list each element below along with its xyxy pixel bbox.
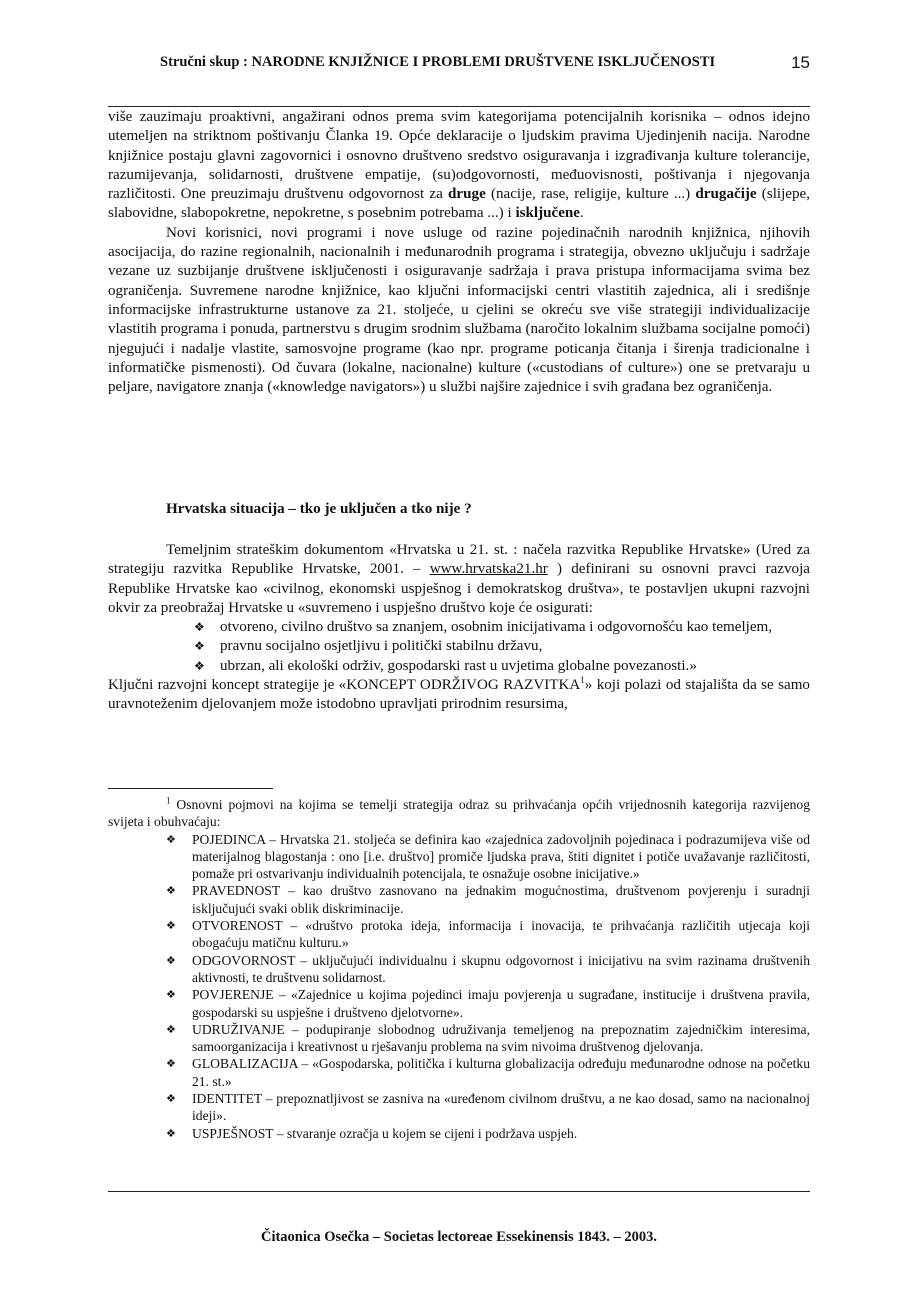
hrvatska21-link[interactable]: www.hrvatska21.hr bbox=[429, 561, 548, 578]
paragraph-2: Novi korisnici, novi programi i nove usluge od razine pojedinačnih narodnih knjižnica, njihovih asocijacija, do razine regionalnih, nacionalnih i međunarodnih programa i strategija, obvezno uključuju i sadržaje vezane uz suzbijanje društvene isključenosti i osiguravanje sadržaja i prava pristupa informacijama svima bez ograničenja. Suvremene narodne knjižnice, kao ključni informacijski centri vlastitih zajednica, ali i središnje informacijske infrastrukturne ustanove za 21. stoljeće, u cjelini se okreću sve više strategiji individualizacije vlastitih programa i ponuda, partnerstvu s drugim srodnim službama (naročito lokalnim službama socijalne pomoći) njegujući i nadalje vlastite, samosvojne programe (kao npr. programe poticanja čitanja i širenja tradicionalne i informatičke pismenosti). Od čuvara (lokalne, nacionalne) kulture («custodians of culture») one se pretvaraju u peljare, navigatore znanja («knowledge navigators») u službi najšire zajednice i svih građana bez ograničenja. bbox=[108, 224, 810, 396]
four-diamond-bullet-icon: ❖ bbox=[166, 1022, 176, 1036]
strategy-goals-list bbox=[108, 618, 810, 676]
footnote bbox=[108, 796, 810, 1142]
four-diamond-bullet-icon: ❖ bbox=[166, 919, 176, 933]
footnote-item-text: PRAVEDNOST – kao društvo zasnovano na jednakim mogućnostima, društvenom povjerenju i suradnji isključujući svaki oblik diskriminacije. bbox=[192, 883, 810, 916]
section-paragraph-1-text-a: Temeljnim strateškim dokumentom «Hrvatska u 21. st. : načela razvitka Republike Hrvatske» (Ured za strategiju razvitka Republike Hrvatske, 2001. – bbox=[108, 542, 810, 578]
four-diamond-bullet-icon: ❖ bbox=[194, 639, 205, 654]
emphasis-drugacije: drugačije bbox=[695, 186, 757, 203]
footnote-list-item bbox=[166, 917, 810, 952]
body-text bbox=[108, 108, 810, 397]
footnote-list-item bbox=[166, 1055, 810, 1090]
footnote-item-text: POVJERENJE – «Zajednice u kojima pojedinci imaju povjerenja u sugrađane, institucije i društvena pravila, gospodarski su uspješne i društveno djelotvorne». bbox=[192, 987, 810, 1020]
footnote-marker: 1 bbox=[166, 795, 171, 806]
list-item bbox=[194, 637, 810, 656]
footnote-item-text: IDENTITET – prepoznatljivost se zasniva na «uređenom civilnom društvu, a ne kao dosad, samo na nacionalnoj ideji». bbox=[192, 1091, 810, 1124]
footnote-reference[interactable]: 1 bbox=[580, 675, 585, 686]
section-body bbox=[108, 541, 810, 715]
four-diamond-bullet-icon: ❖ bbox=[166, 1057, 176, 1071]
footnote-item-text: ODGOVORNOST – uključujući individualnu i skupnu odgovornost i inicijativu na svim razinama društvenih aktivnosti, te društvenu solidarnost. bbox=[192, 952, 810, 985]
footer-rule bbox=[108, 1191, 810, 1192]
footnote-separator bbox=[108, 788, 273, 789]
four-diamond-bullet-icon: ❖ bbox=[166, 832, 176, 846]
list-item bbox=[194, 657, 810, 676]
emphasis-iskljucene: isključene bbox=[515, 205, 581, 222]
list-item-text: ubrzan, ali ekološki održiv, gospodarski rast u uvjetima globalne povezanosti.» bbox=[220, 657, 697, 674]
four-diamond-bullet-icon: ❖ bbox=[194, 658, 205, 673]
section-heading: Hrvatska situacija – tko je uključen a tko nije ? bbox=[166, 501, 472, 517]
footnote-item-text: USPJEŠNOST – stvaranje ozračja u kojem se cijeni i podržava uspjeh. bbox=[192, 1125, 578, 1141]
footnote-intro bbox=[108, 796, 810, 831]
page-number: 15 bbox=[791, 53, 810, 72]
footnote-item-text: POJEDINCA – Hrvatska 21. stoljeća se definira kao «zajednica zadovoljnih pojedinaca i podrazumijeva više od materijalnog blagostanja : ono [i.e. društvo] promiče ljudska prava, štiti dignitet i potiče uvažavanje različitosti, pomaže pri ostvarivanju individualnih potencijala, te osnažuje osobne inicijative.» bbox=[192, 831, 810, 882]
four-diamond-bullet-icon: ❖ bbox=[166, 1092, 176, 1106]
section-paragraph-2-text-a: Ključni razvojni koncept strategije je «KONCEPT ODRŽIVOG RAZVITKA bbox=[108, 677, 581, 694]
four-diamond-bullet-icon: ❖ bbox=[194, 620, 205, 635]
running-footer: Čitaonica Osečka – Societas lectoreae Essekinensis 1843. – 2003. bbox=[260, 1229, 658, 1245]
header-title: Stručni skup : NARODNE KNJIŽNICE I PROBLEMI DRUŠTVENE ISKLJUČENOSTI bbox=[160, 54, 716, 70]
footnote-list bbox=[108, 831, 810, 1142]
four-diamond-bullet-icon: ❖ bbox=[166, 988, 176, 1002]
footnote-item-text: UDRUŽIVANJE – podupiranje slobodnog udruživanja temeljenog na prepoznatim zajedničkim interesima, samoorganizacija i kreativnost u rješavanju problema na svim nivoima društvenog djelovanja. bbox=[192, 1021, 810, 1055]
paragraph-1-text-e: (slijepe, slabovidne, slabopokretne, nepokretne, s posebnim potrebama ...) i bbox=[108, 186, 810, 222]
footnote-list-item bbox=[166, 1090, 810, 1125]
list-item-text: pravnu socijalno osjetljivu i politički stabilnu državu, bbox=[220, 638, 543, 655]
section-paragraph-2-text-b: » koji polazi od stajališta da se samo uravnoteženim djelovanjem može istodobno upravljati prirodnim resursima, bbox=[108, 677, 810, 713]
footnote-list-item bbox=[166, 1021, 810, 1056]
four-diamond-bullet-icon: ❖ bbox=[166, 1126, 176, 1140]
paragraph-1 bbox=[108, 108, 810, 224]
footnote-list-item bbox=[166, 986, 810, 1021]
footnote-intro-text: Osnovni pojmovi na kojima se temelji strategija odraz su prihvaćanja općih vrijednosnih kategorija razvijenog svijeta i obuhvaćaju: bbox=[108, 797, 810, 830]
paragraph-1-text-g: . bbox=[580, 205, 584, 222]
paragraph-1-text-a: više zauzimaju proaktivni, angažirani odnos prema svim kategorijama potencijalnih korisnika – odnos idejno utemeljen na striktnom poštivanju Članka 19. Opće deklaracije o ljudskim pravima Ujedinjenih nacija. Narodne knjižnice postaju glavni zagovornici i osnovno društveno sredstvo osiguravanja i izgrađivanja kulture tolerancije, razumijevanja, solidarnosti, društvene empatije, (su)odgovornosti, međuovisnosti, poštivanja i njegovanja različitosti. One preuzimaju društvenu odgovornost za bbox=[108, 109, 810, 203]
four-diamond-bullet-icon: ❖ bbox=[166, 884, 176, 898]
section-paragraph-1-text-b: ) definirani su osnovni pravci razvoja Republike Hrvatske kao «civilnog, ekonomski uspješnog i demokratskog društva», te postavljen ukupni razvojni okvir za preobražaj Hrvatske u «suvremeno i uspješno društvo koje će osigurati: bbox=[108, 561, 810, 616]
emphasis-druge: druge bbox=[448, 186, 486, 203]
list-item bbox=[194, 618, 810, 637]
list-item-text: otvoreno, civilno društvo sa znanjem, osobnim inicijativama i odgovornošću kao temeljem, bbox=[220, 619, 773, 636]
footnote-item-text: GLOBALIZACIJA – «Gospodarska, politička i kulturna globalizacija određuju međunarodne odnose na početku 21. st.» bbox=[192, 1056, 810, 1089]
footnote-list-item bbox=[166, 952, 810, 987]
footnote-list-item bbox=[166, 831, 810, 883]
footnote-list-item bbox=[166, 1125, 810, 1142]
footnote-list-item bbox=[166, 882, 810, 917]
running-header bbox=[108, 52, 810, 74]
paragraph-1-text-c: (nacije, rase, religije, kulture ...) bbox=[485, 186, 696, 203]
four-diamond-bullet-icon: ❖ bbox=[166, 953, 176, 967]
header-rule bbox=[108, 106, 810, 107]
section-paragraph-2 bbox=[108, 676, 810, 715]
section-paragraph-1 bbox=[108, 541, 810, 618]
footnote-item-text: OTVORENOST – «društvo protoka ideja, informacija i inovacija, te prihvaćanja različitih utjecaja koji obogaćuju matičnu kulturu.» bbox=[192, 918, 810, 951]
